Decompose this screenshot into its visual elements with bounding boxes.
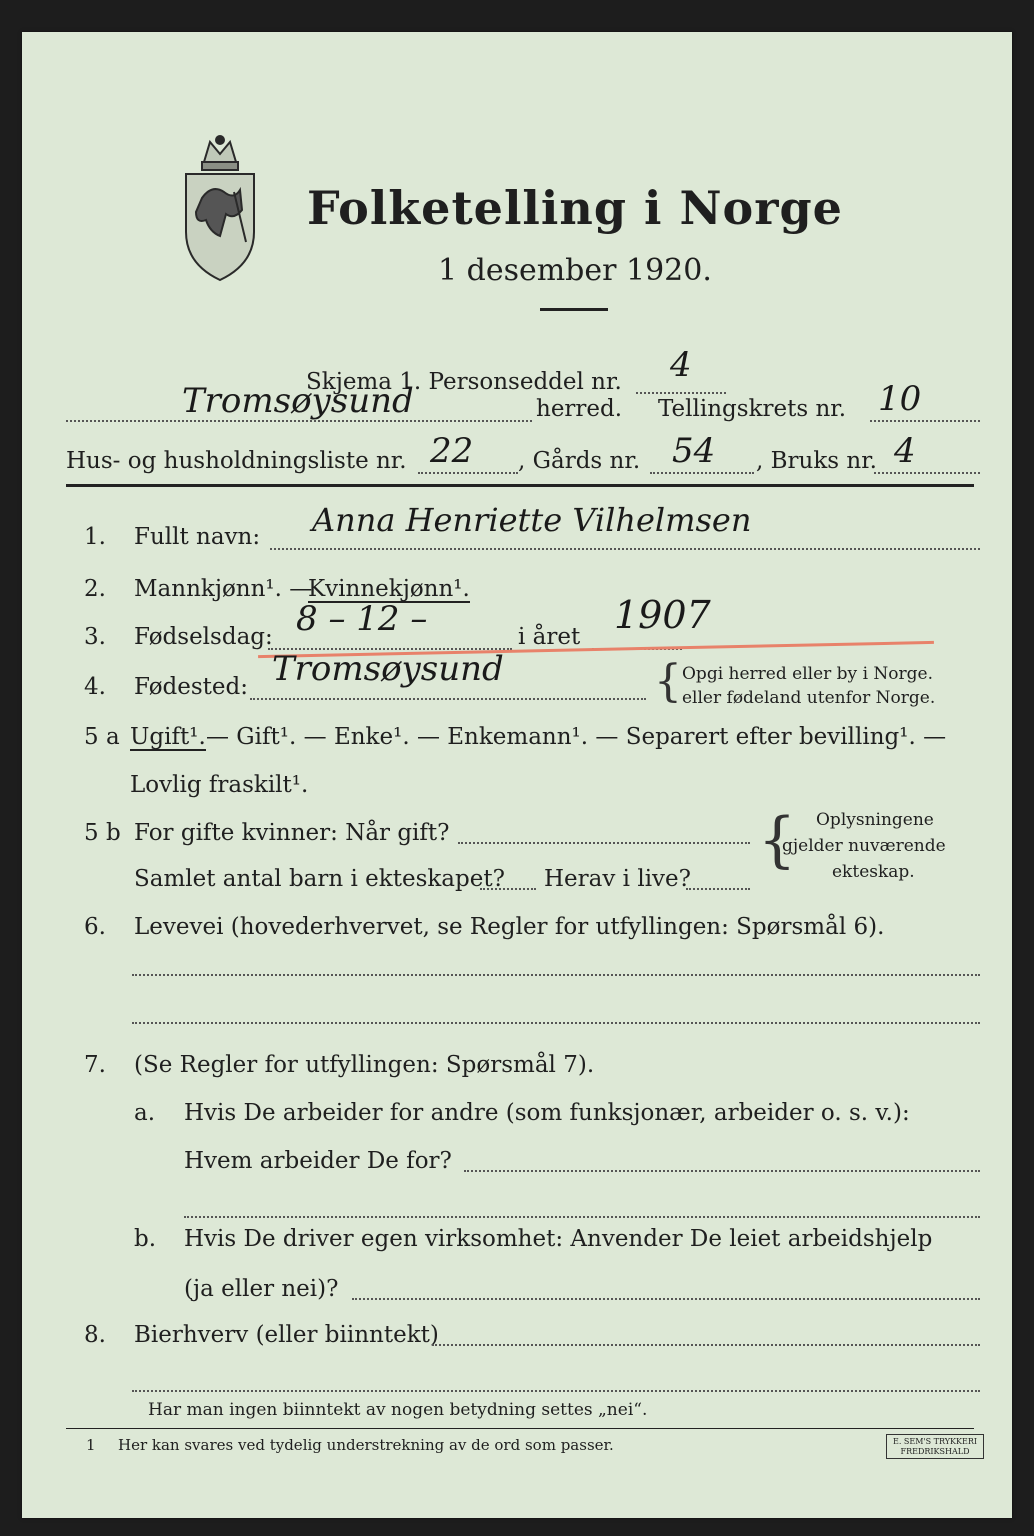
q1-value: Anna Henriette Vilhelmsen bbox=[312, 501, 752, 539]
q6-line-1 bbox=[132, 974, 980, 976]
q7-number: 7. bbox=[84, 1052, 106, 1078]
q6-label: Levevei (hovederhvervet, se Regler for utfyllingen: Spørsmål 6). bbox=[134, 914, 885, 940]
q3-year-value: 1907 bbox=[614, 593, 711, 637]
q8-label: Bierhverv (eller biinntekt) bbox=[134, 1322, 439, 1348]
q5b-brace: { bbox=[758, 805, 797, 875]
q7a-line-1: Hvis De arbeider for andre (som funksjonær, arbeider o. s. v.): bbox=[184, 1100, 910, 1126]
q2-female: Kvinnekjønn¹. bbox=[308, 576, 470, 602]
printer-stamp-line-2: FREDRIKSHALD bbox=[900, 1446, 970, 1456]
q5b-label-1: For gifte kvinner: Når gift? bbox=[134, 820, 450, 846]
q5a-options: — Gift¹. — Enke¹. — Enkemann¹. — Separert efter bevilling¹. — bbox=[206, 724, 947, 750]
q8-note: Har man ingen biinntekt av nogen betydning settes „nei“. bbox=[148, 1400, 648, 1420]
q1-line bbox=[270, 548, 980, 550]
q4-brace: { bbox=[654, 656, 682, 707]
gards-line bbox=[650, 472, 754, 474]
header-rule bbox=[66, 484, 974, 487]
footnote-text: Her kan svares ved tydelig understrekning av de ord som passer. bbox=[118, 1436, 614, 1454]
title-divider bbox=[540, 308, 608, 311]
hus-line bbox=[418, 472, 518, 474]
schema-label: Skjema 1. Personseddel nr. bbox=[306, 369, 622, 395]
q8-answer-line-1 bbox=[432, 1344, 980, 1346]
q7a-line-2: Hvem arbeider De for? bbox=[184, 1148, 452, 1174]
q4-note-2: eller fødeland utenfor Norge. bbox=[682, 688, 936, 708]
q4-value: Tromsøysund bbox=[272, 649, 504, 689]
q3-label: Fødselsdag: bbox=[134, 624, 273, 650]
q4-note-1: Opgi herred eller by i Norge. bbox=[682, 664, 933, 684]
q4-label: Fødested: bbox=[134, 674, 249, 700]
q5a-ugift: Ugift¹. bbox=[130, 724, 206, 750]
q7a-number: a. bbox=[134, 1100, 156, 1126]
q6-line-2 bbox=[132, 1022, 980, 1024]
bruks-value: 4 bbox=[894, 431, 916, 471]
q5b-line-2 bbox=[480, 888, 536, 890]
schema-no-line bbox=[636, 392, 726, 394]
q5b-label-3: Herav i live? bbox=[544, 866, 691, 892]
schema-no-value: 4 bbox=[670, 345, 692, 385]
q3-value: 8 – 12 – bbox=[296, 599, 428, 639]
q5b-line-1 bbox=[458, 842, 750, 844]
herred-label: herred. bbox=[536, 396, 623, 422]
q2-number: 2. bbox=[84, 576, 106, 602]
q5b-line-3 bbox=[686, 888, 750, 890]
census-form bbox=[22, 32, 1012, 1518]
hus-value: 22 bbox=[430, 431, 474, 471]
q5a-line2: Lovlig fraskilt¹. bbox=[130, 772, 309, 798]
q7a-answer-line-2 bbox=[184, 1216, 980, 1218]
norwegian-coat-of-arms-icon bbox=[180, 132, 260, 284]
printer-stamp bbox=[886, 1434, 984, 1459]
q5b-note-1: Oplysningene bbox=[816, 810, 934, 830]
gards-value: 54 bbox=[672, 431, 716, 471]
q5b-number: 5 b bbox=[84, 820, 121, 846]
q8-answer-line-2 bbox=[132, 1390, 980, 1392]
q6-number: 6. bbox=[84, 914, 106, 940]
bruks-label: , Bruks nr. bbox=[756, 448, 877, 474]
footnote-mark: 1 bbox=[86, 1436, 96, 1454]
q7b-line-1: Hvis De driver egen virksomhet: Anvender De leiet arbeidshjelp bbox=[184, 1226, 933, 1252]
q4-line bbox=[250, 698, 646, 700]
q2-male: Mannkjønn¹. — bbox=[134, 576, 313, 602]
q7-label: (Se Regler for utfyllingen: Spørsmål 7). bbox=[134, 1052, 595, 1078]
bruks-line bbox=[874, 472, 980, 474]
q7a-answer-line-1 bbox=[464, 1170, 980, 1172]
q4-number: 4. bbox=[84, 674, 106, 700]
q3-number: 3. bbox=[84, 624, 106, 650]
q5b-note-2: gjelder nuværende bbox=[782, 836, 946, 856]
hus-label: Hus- og husholdningsliste nr. bbox=[66, 448, 407, 474]
printer-stamp-line-1: E. SEM'S TRYKKERI bbox=[893, 1437, 978, 1446]
form-title: Folketelling i Norge bbox=[307, 181, 843, 235]
q1-label: Fullt navn: bbox=[134, 524, 261, 550]
q3-year-label: i året bbox=[518, 624, 581, 650]
q7b-line-2: (ja eller nei)? bbox=[184, 1276, 339, 1302]
tellingskrets-value: 10 bbox=[878, 379, 922, 419]
q8-number: 8. bbox=[84, 1322, 106, 1348]
q5a-number: 5 a bbox=[84, 724, 120, 750]
herred-value: Tromsøysund bbox=[182, 381, 414, 421]
q5b-label-2: Samlet antal barn i ekteskapet? bbox=[134, 866, 505, 892]
footer-rule bbox=[66, 1428, 974, 1429]
q7b-number: b. bbox=[134, 1226, 157, 1252]
q1-number: 1. bbox=[84, 524, 106, 550]
form-date: 1 desember 1920. bbox=[438, 253, 712, 288]
q5b-note-3: ekteskap. bbox=[832, 862, 915, 882]
gards-label: , Gårds nr. bbox=[518, 448, 641, 474]
tellingskrets-label: Tellingskrets nr. bbox=[658, 396, 847, 422]
q7b-answer-line bbox=[352, 1298, 980, 1300]
tellingskrets-line bbox=[870, 420, 980, 422]
